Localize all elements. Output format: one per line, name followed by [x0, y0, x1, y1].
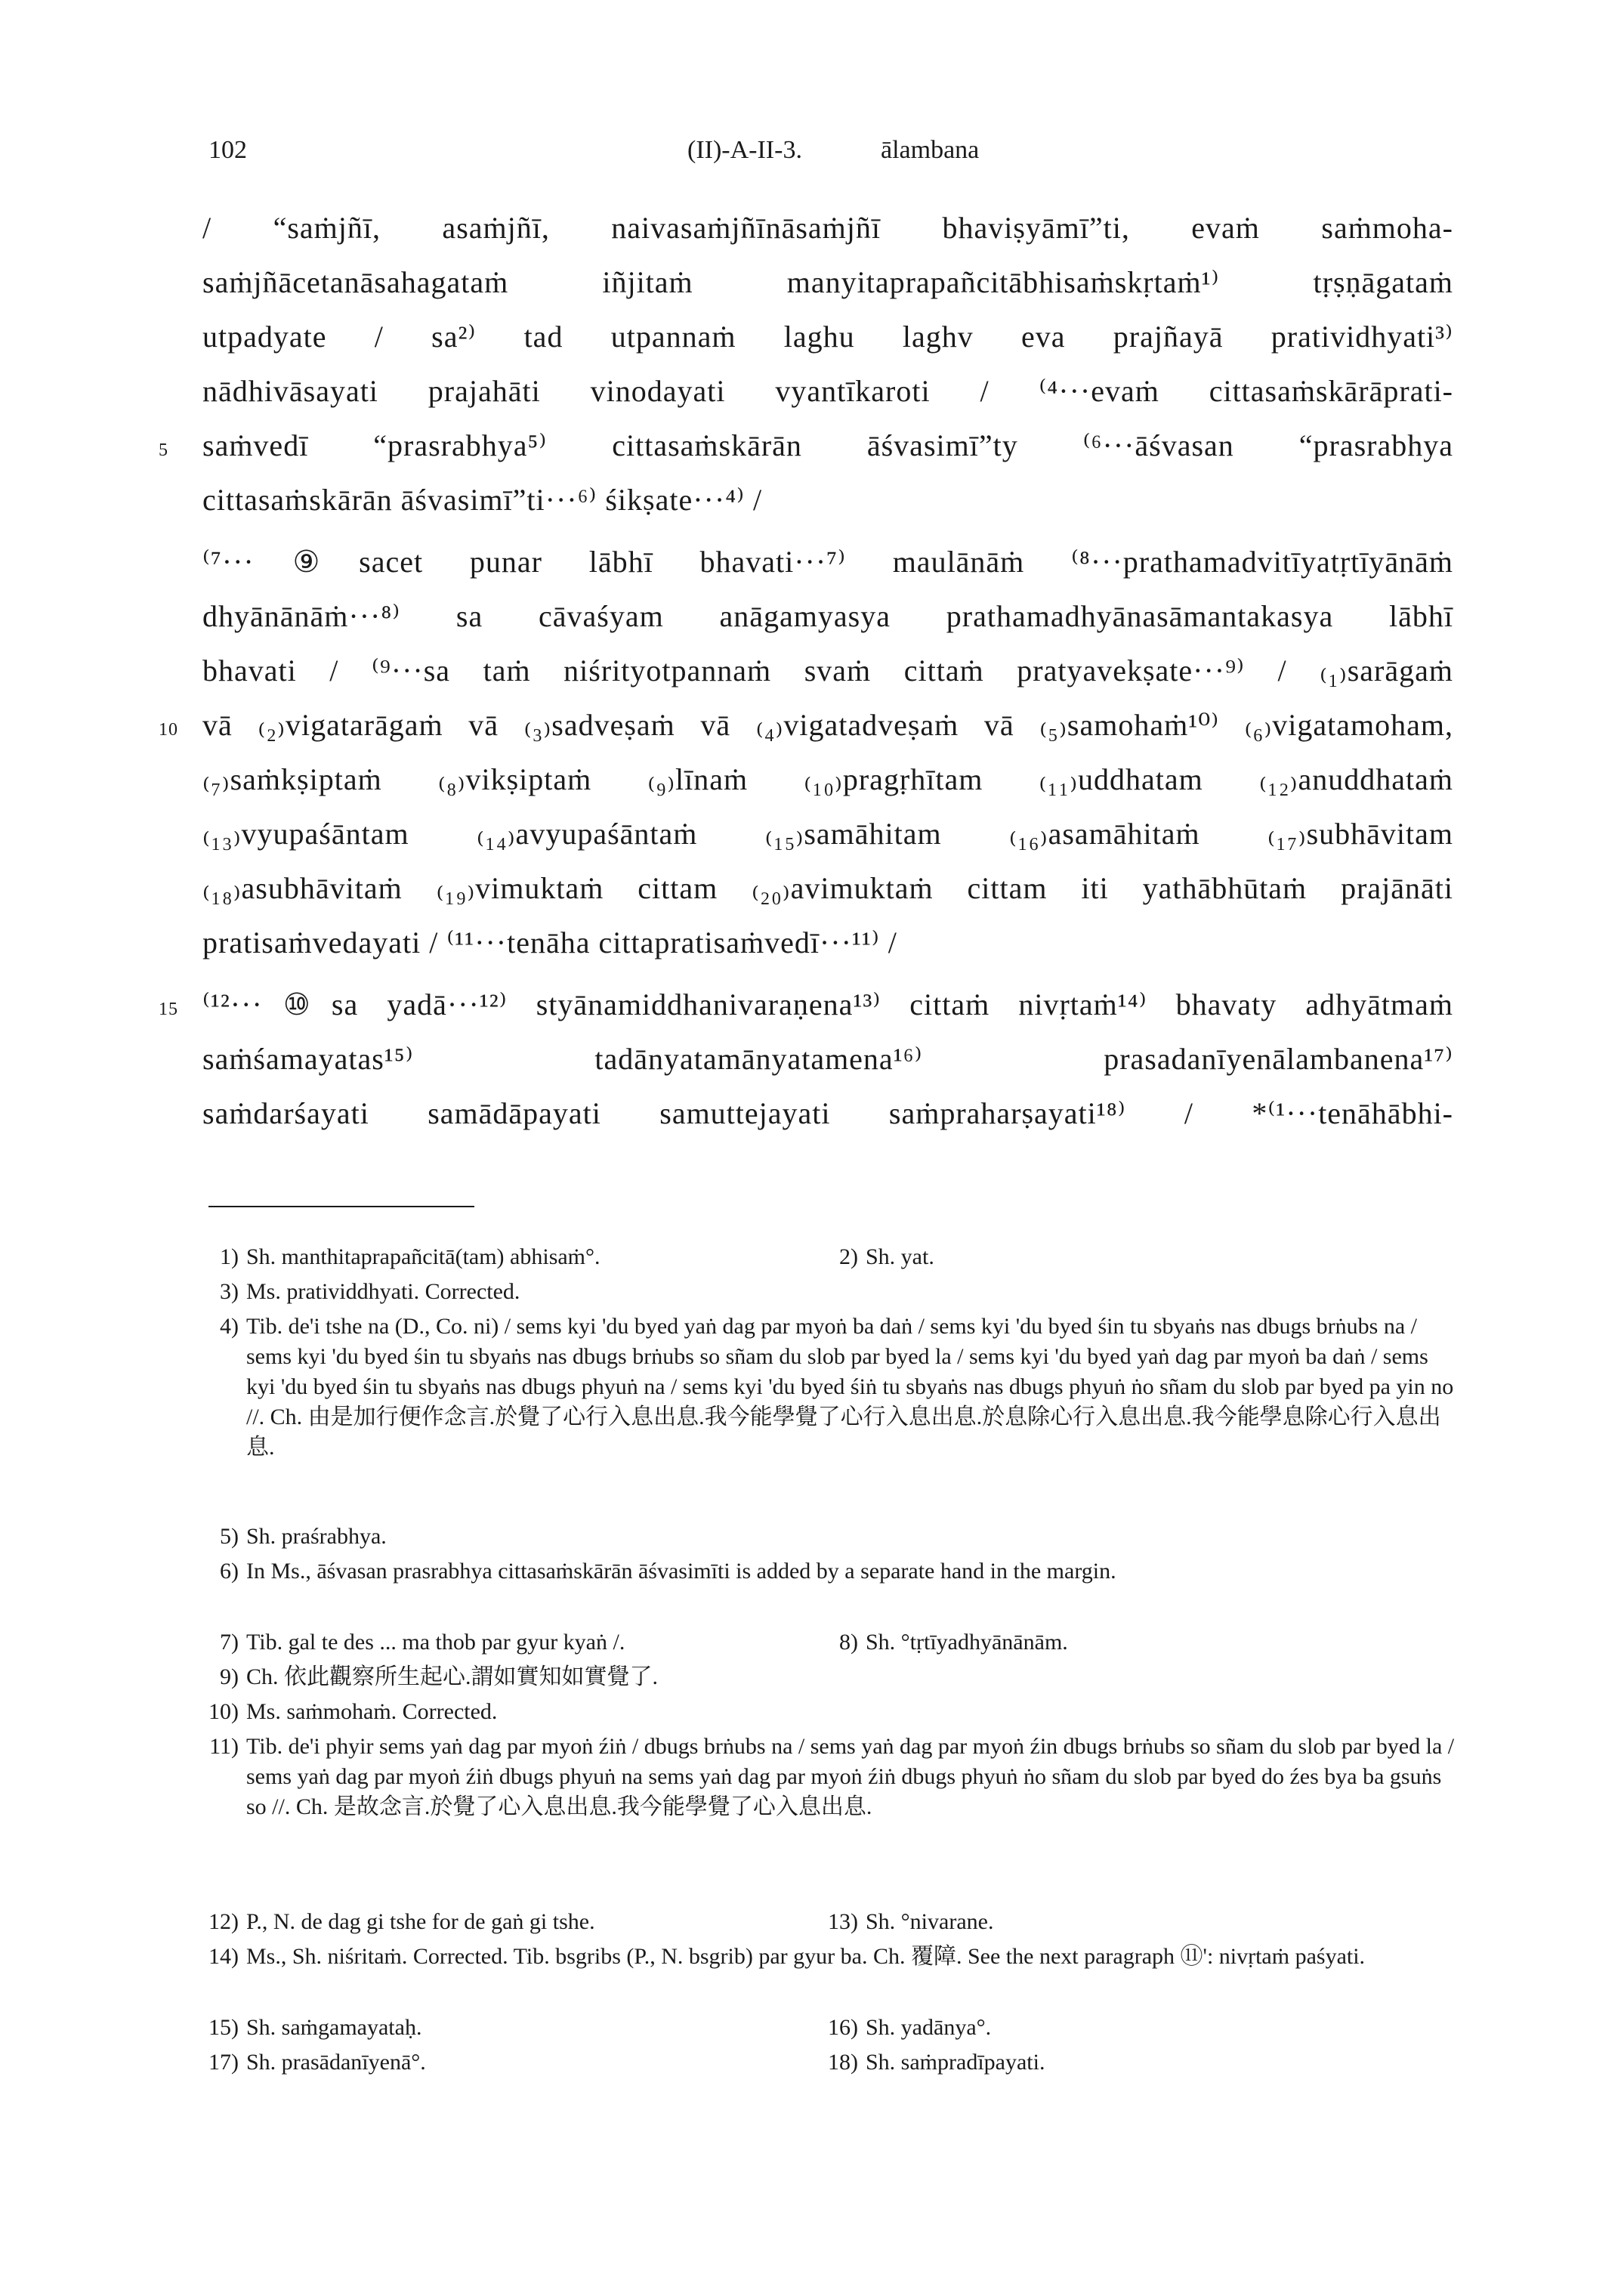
line-number: 5: [159, 440, 168, 460]
text-line: bhavati / ⁽⁹···sa taṁ niśrityotpannaṁ svaṁ cittaṁ pratyavekṣate···⁹⁾ / ₍₁₎sarāgaṁ: [202, 654, 1453, 688]
text-line: ₍₁₈₎asubhāvitaṁ ₍₁₉₎vimuktaṁ cittam ₍₂₀₎avimuktaṁ cittam iti yathābhūtaṁ prajānāti: [202, 871, 1453, 905]
line-number: 15: [159, 1000, 178, 1019]
text-line: utpadyate / sa²⁾ tad utpannaṁ laghu laghv eva prajñayā pratividhyati³⁾: [202, 320, 1453, 354]
text-line: ₍₇₎saṁkṣiptaṁ ₍₈₎vikṣiptaṁ ₍₉₎līnaṁ ₍₁₀₎pragṛhītam ₍₁₁₎uddhatam ₍₁₂₎anuddhataṁ: [202, 762, 1453, 796]
text-line: saṁjñācetanāsahagataṁ iñjitaṁ manyitaprapañcitābhisaṁskṛtaṁ¹⁾ tṛṣṇāgataṁ: [202, 265, 1453, 299]
text-line: ⁽⁷···⑨sacet punar lābhī bhavati···⁷⁾ maulānāṁ ⁽⁸···prathamadvitīyatṛtīyānāṁ: [202, 545, 1453, 579]
page-number: 102: [208, 136, 247, 164]
text-line: ₍₁₃₎vyupaśāntam ₍₁₄₎avyupaśāntaṁ ₍₁₅₎samāhitam ₍₁₆₎asamāhitaṁ ₍₁₇₎subhāvitam: [202, 817, 1453, 851]
footnote-divider: [208, 1206, 474, 1207]
text-line: / “saṁjñī, asaṁjñī, naivasaṁjñīnāsaṁjñī bhaviṣyāmī”ti, evaṁ saṁmoha-: [202, 211, 1453, 245]
section-keyword: ālambana: [881, 136, 980, 164]
line-number: 10: [159, 720, 178, 740]
text-line: cittasaṁskārān āśvasimī”ti···⁶⁾ śikṣate···⁴⁾ /: [202, 483, 763, 517]
section-heading: (II)-A-II-3.: [687, 136, 802, 164]
text-line: saṁdarśayati samādāpayati samuttejayati saṁpraharṣayati¹⁸⁾ / *⁽¹···tenāhābhi-: [202, 1096, 1453, 1130]
text-line: 10 vā ₍₂₎vigatarāgaṁ vā ₍₃₎sadveṣaṁ vā ₍₄₎vigatadveṣaṁ vā ₍₅₎samohaṁ¹⁰⁾ ₍₆₎vigatamoham,: [202, 703, 1453, 748]
text-line: dhyānānāṁ···⁸⁾ sa cāvaśyam anāgamyasya prathamadhyānasāmantakasya lābhī: [202, 599, 1453, 633]
text-line: pratisaṁvedayati / ⁽¹¹···tenāha cittapratisaṁvedī···¹¹⁾ /: [202, 926, 897, 959]
text-line: 15 ⁽¹²···⑩sa yadā···¹²⁾ styānamiddhanivaraṇena¹³⁾ cittaṁ nivṛtaṁ¹⁴⁾ bhavaty adhyātmaṁ: [202, 982, 1453, 1027]
text-line: saṁśamayatas¹⁵⁾ tadānyatamānyatamena¹⁶⁾ prasadanīyenālambanena¹⁷⁾: [202, 1042, 1453, 1076]
text-line: 5 saṁvedī “prasrabhya⁵⁾ cittasaṁskārān āśvasimī”ty ⁽⁶···āśvasan “prasrabhya: [202, 423, 1453, 468]
text-line: nādhivāsayati prajahāti vinodayati vyantīkaroti / ⁽⁴···evaṁ cittasaṁskārāprati-: [202, 374, 1453, 408]
